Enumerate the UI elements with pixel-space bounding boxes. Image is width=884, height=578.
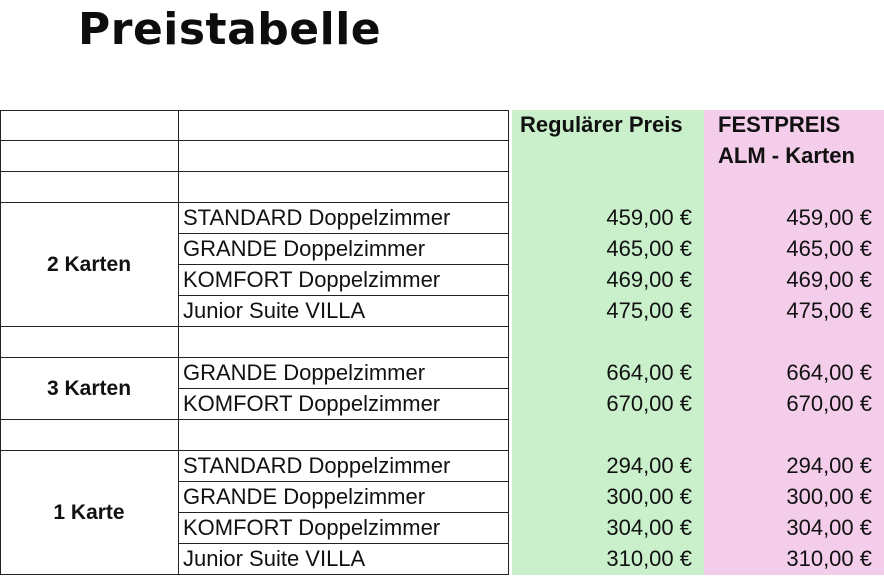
group-label-cell: 1 Karte [0, 451, 179, 575]
room-name-cell: STANDARD Doppelzimmer [179, 451, 509, 482]
header-fixed-subtitle: ALM - Karten [704, 141, 884, 172]
page-title: Preistabelle [78, 4, 382, 55]
spacer-group-cell [0, 327, 179, 358]
regular-price-cell: 304,00 € [512, 513, 704, 544]
group-label-cell: 3 Karten [0, 358, 179, 420]
spacer-fixed-cell [704, 172, 884, 203]
regular-price-cell: 664,00 € [512, 358, 704, 389]
fixed-price-cell: 475,00 € [704, 296, 884, 327]
spacer-regular-cell [512, 420, 704, 451]
room-name-cell: STANDARD Doppelzimmer [179, 203, 509, 234]
regular-price-cell: 670,00 € [512, 389, 704, 420]
fixed-price-cell: 469,00 € [704, 265, 884, 296]
spacer-room-cell [179, 172, 509, 203]
room-name-cell: KOMFORT Doppelzimmer [179, 389, 509, 420]
room-name-cell: Junior Suite VILLA [179, 544, 509, 575]
table-left-border [0, 110, 1, 575]
header-empty-group-2 [0, 141, 179, 172]
fixed-price-cell: 664,00 € [704, 358, 884, 389]
table-top-border [0, 110, 509, 111]
spacer-group-cell [0, 172, 179, 203]
spacer-group-cell [0, 420, 179, 451]
room-name-cell: GRANDE Doppelzimmer [179, 234, 509, 265]
fixed-price-cell: 465,00 € [704, 234, 884, 265]
group-label-cell: 2 Karten [0, 203, 179, 327]
regular-price-cell: 294,00 € [512, 451, 704, 482]
spacer-fixed-cell [704, 327, 884, 358]
room-name-cell: KOMFORT Doppelzimmer [179, 265, 509, 296]
regular-price-cell: 300,00 € [512, 482, 704, 513]
room-name-cell: KOMFORT Doppelzimmer [179, 513, 509, 544]
header-regular-price: Regulärer Preis [512, 110, 704, 141]
regular-price-cell: 469,00 € [512, 265, 704, 296]
spacer-fixed-cell [704, 420, 884, 451]
spacer-regular-cell [512, 327, 704, 358]
fixed-price-cell: 304,00 € [704, 513, 884, 544]
header-empty-room-2 [179, 141, 509, 172]
spacer-room-cell [179, 420, 509, 451]
room-name-cell: GRANDE Doppelzimmer [179, 482, 509, 513]
room-name-cell: Junior Suite VILLA [179, 296, 509, 327]
regular-price-cell: 310,00 € [512, 544, 704, 575]
regular-price-cell: 459,00 € [512, 203, 704, 234]
regular-price-cell: 465,00 € [512, 234, 704, 265]
fixed-price-cell: 294,00 € [704, 451, 884, 482]
header-regular-blank [512, 141, 704, 172]
fixed-price-cell: 300,00 € [704, 482, 884, 513]
fixed-price-cell: 310,00 € [704, 544, 884, 575]
spacer-room-cell [179, 327, 509, 358]
fixed-price-cell: 459,00 € [704, 203, 884, 234]
header-fixed-price: FESTPREIS [704, 110, 884, 141]
header-empty-room [179, 110, 509, 141]
spacer-regular-cell [512, 172, 704, 203]
room-name-cell: GRANDE Doppelzimmer [179, 358, 509, 389]
header-empty-group [0, 110, 179, 141]
regular-price-cell: 475,00 € [512, 296, 704, 327]
fixed-price-cell: 670,00 € [704, 389, 884, 420]
